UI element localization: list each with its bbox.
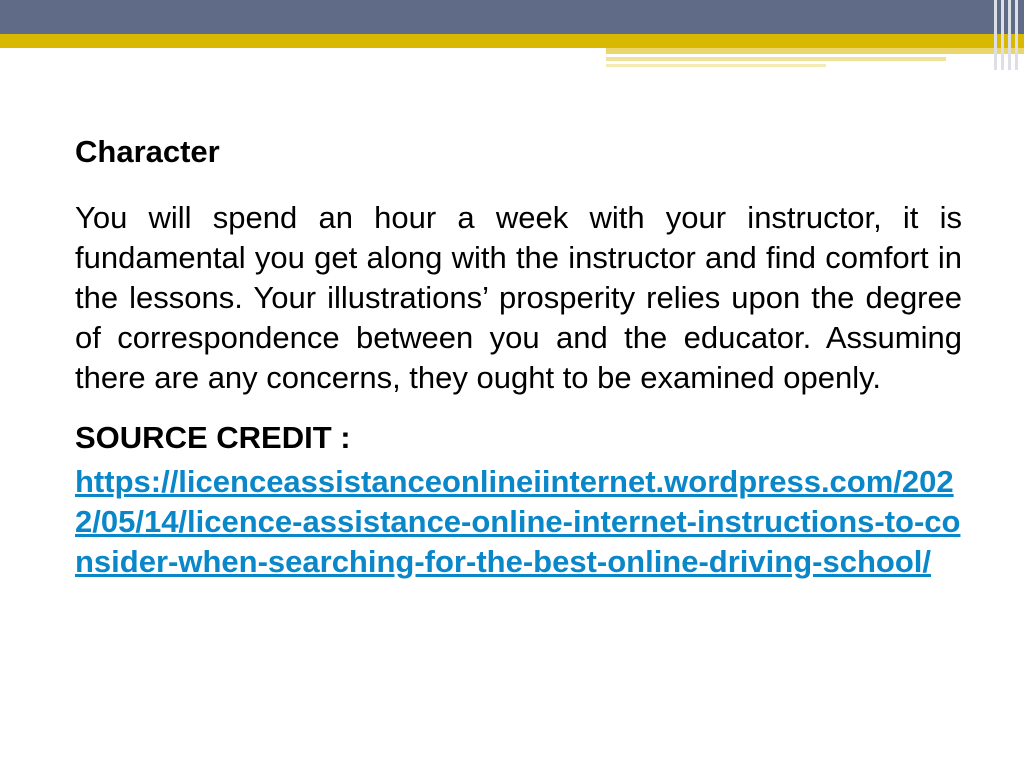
gold-accent-line — [606, 57, 946, 61]
source-credit-label: SOURCE CREDIT : — [75, 420, 351, 455]
gold-accent-band — [0, 34, 1024, 48]
header-band — [0, 0, 1024, 34]
slide-body-text: You will spend an hour a week with your instructor, it is fundamental you get along with the instructor and find comfort in the lessons. Your illustrations’ prosperity relies upon the degree of correspondence between you and the educator. Assuming there are any concerns, they ought to be examined openly. — [75, 200, 962, 395]
slide-heading: Character — [75, 134, 220, 169]
gold-accent-line — [606, 64, 826, 67]
gold-accent-line — [606, 48, 1024, 54]
right-stripe-decoration — [992, 0, 1024, 70]
source-credit-link[interactable]: https://licenceassistanceonlineiinternet.wordpress.com/2022/05/14/licence-assistance-online-internet-instructions-to-consider-when-searching-for-the-best-online-driving-school/ — [75, 464, 961, 579]
slide-content — [75, 130, 962, 582]
